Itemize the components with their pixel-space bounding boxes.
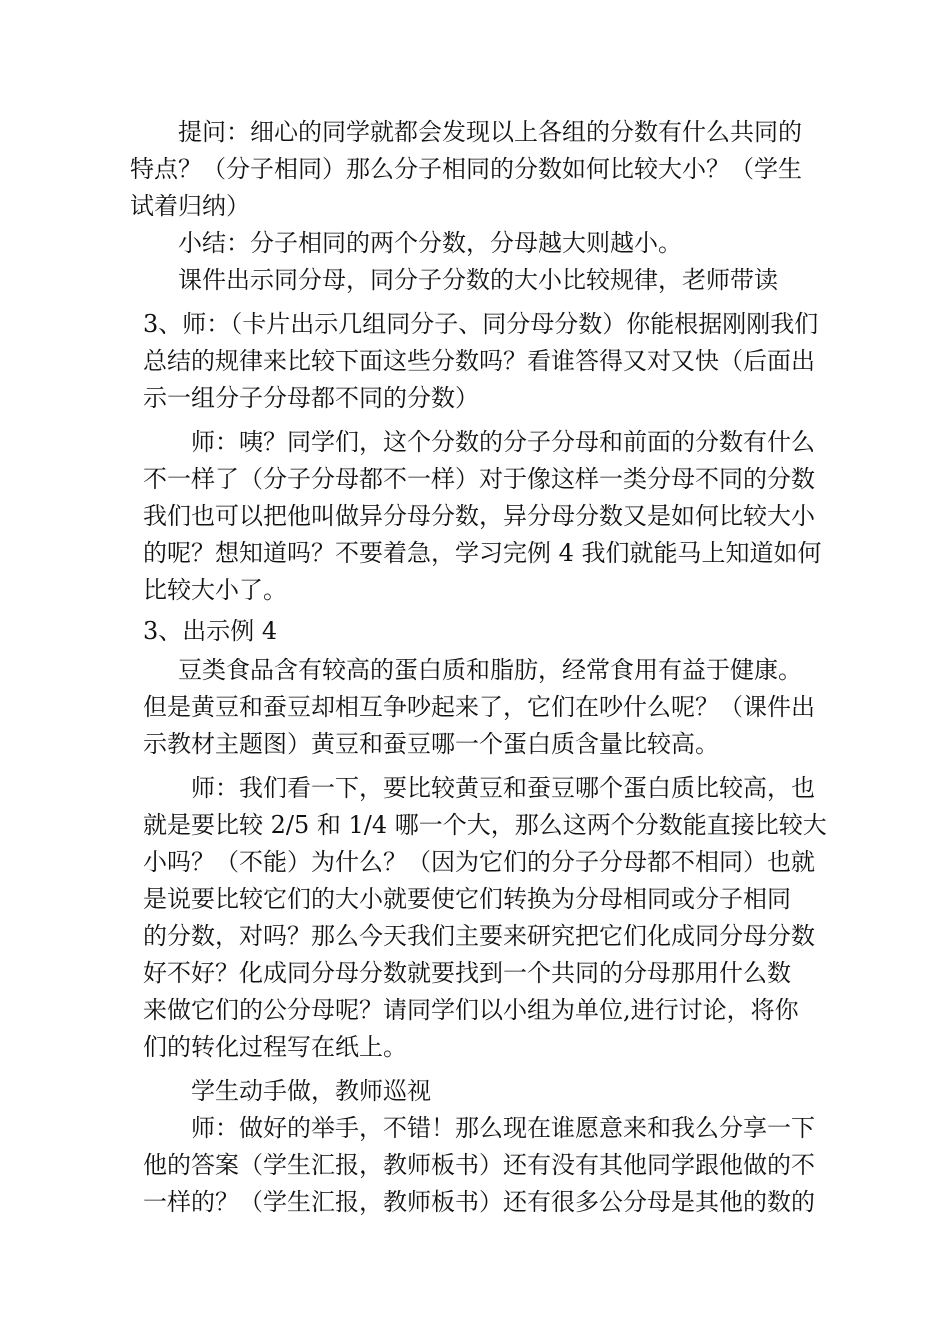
text-line: 师：我们看一下，要比较黄豆和蚕豆哪个蛋白质比较高，也	[191, 774, 815, 802]
text-line: 就是要比较 2/5 和 1/4 哪一个大，那么这两个分数能直接比较大	[143, 811, 827, 839]
text-line: 小结：分子相同的两个分数，分母越大则越小。	[178, 229, 682, 257]
text-line: 学生动手做，教师巡视	[191, 1077, 431, 1105]
text-line: 师：做好的举手，不错！那么现在谁愿意来和我么分享一下	[191, 1114, 815, 1142]
text-line: 3、师：（卡片出示几组同分子、同分母分数）你能根据刚刚我们	[143, 310, 819, 338]
text-line: 好不好？化成同分母分数就要找到一个共同的分母那用什么数	[143, 959, 791, 987]
text-line: 来做它们的公分母呢？请同学们以小组为单位,进行讨论，将你	[143, 996, 799, 1024]
text-line: 试着归纳）	[130, 192, 250, 220]
text-line: 示教材主题图）黄豆和蚕豆哪一个蛋白质含量比较高。	[143, 730, 719, 758]
text-line: 的分数，对吗？那么今天我们主要来研究把它们化成同分母分数	[143, 922, 815, 950]
text-line: 比较大小了。	[143, 576, 287, 604]
text-line: 豆类食品含有较高的蛋白质和脂肪，经常食用有益于健康。	[178, 656, 802, 684]
text-line: 特点？（分子相同）那么分子相同的分数如何比较大小？（学生	[130, 155, 802, 183]
text-line: 师：咦？同学们，这个分数的分子分母和前面的分数有什么	[191, 428, 815, 456]
text-line: 提问：细心的同学就都会发现以上各组的分数有什么共同的	[178, 118, 802, 146]
text-line: 示一组分子分母都不同的分数）	[143, 384, 479, 412]
text-line: 小吗？（不能）为什么？（因为它们的分子分母都不相同）也就	[143, 848, 815, 876]
text-line: 是说要比较它们的大小就要使它们转换为分母相同或分子相同	[143, 885, 791, 913]
text-line: 他的答案（学生汇报，教师板书）还有没有其他同学跟他做的不	[143, 1151, 815, 1179]
text-line: 一样的？（学生汇报，教师板书）还有很多公分母是其他的数的	[143, 1188, 815, 1216]
text-line: 我们也可以把他叫做异分母分数，异分母分数又是如何比较大小	[143, 502, 815, 530]
text-line: 但是黄豆和蚕豆却相互争吵起来了，它们在吵什么呢？（课件出	[143, 693, 815, 721]
text-line: 总结的规律来比较下面这些分数吗？看谁答得又对又快（后面出	[143, 347, 815, 375]
text-line: 不一样了（分子分母都不一样）对于像这样一类分母不同的分数	[143, 465, 815, 493]
text-line: 课件出示同分母，同分子分数的大小比较规律，老师带读	[178, 266, 778, 294]
text-line: 3、出示例 4	[143, 617, 278, 645]
text-line: 们的转化过程写在纸上。	[143, 1033, 407, 1061]
text-line: 的呢？想知道吗？不要着急，学习完例 4 我们就能马上知道如何	[143, 539, 822, 567]
